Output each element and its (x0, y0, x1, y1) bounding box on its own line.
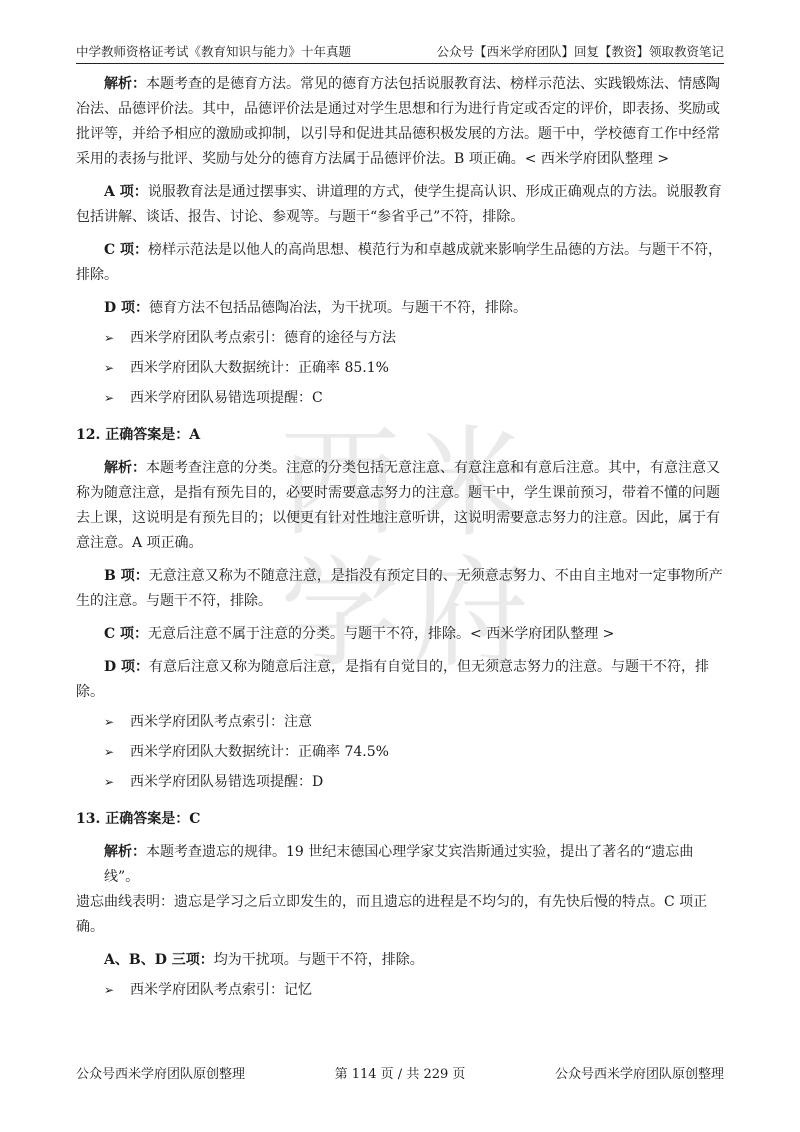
analysis-line: 本题考查的是德育方法。常见的德育方法包括说服教育法、榜样示范法、实践锻炼法、情感陶 (146, 76, 720, 92)
bullet-item (104, 977, 724, 1003)
bullet-text: 西米学府团队大数据统计：正确率 85.1% (130, 359, 389, 376)
option-label: A、B、D 三项： (104, 952, 214, 968)
option-label: A 项： (104, 184, 148, 200)
analysis-line: 本题考查遗忘的规律。19 世纪末德国心理学家艾宾浩斯通过实验，提出了著名的“遗忘曲线”。 (104, 844, 694, 885)
option-label: C 项： (104, 242, 149, 258)
page-footer (76, 1063, 724, 1082)
bullet-item (104, 769, 724, 795)
bullet-text: 西米学府团队考点索引：德育的途径与方法 (130, 329, 396, 346)
answer-heading: 12. 正确答案是：A (76, 427, 201, 443)
page-number: 第 114 页 / 共 229 页 (334, 1067, 466, 1082)
answer-heading: 13. 正确答案是：C (76, 811, 201, 827)
section-13 (76, 807, 724, 1003)
arrow-bullet-icon: ➢ (104, 714, 115, 729)
option-d-paragraph (104, 296, 724, 321)
bullet-item (104, 739, 724, 765)
analysis-line: 去上课，这说明是有预先目的；以便更有针对性地注意听讲，这说明需要意志努力的注意。因此，属于有 (76, 510, 720, 526)
option-a-paragraph (104, 180, 724, 205)
document-body (76, 72, 724, 1003)
option-b-paragraph (104, 564, 724, 589)
section-12 (76, 423, 724, 795)
analysis-line: 冶法、品德评价法。其中，品德评价法是通过对学生思想和行为进行肯定或否定的评价，即表扬、奖励或 (76, 101, 720, 117)
option-d-paragraph (104, 655, 724, 680)
arrow-bullet-icon: ➢ (104, 744, 115, 759)
watermark-char: 米 (410, 415, 530, 554)
option-line: 有意后注意又称为随意后注意，是指有自觉目的，但无须意志努力的注意。与题干不符，排 (149, 659, 710, 675)
header-right-notice: 公众号【西米学府团队】回复【教资】领取教资笔记 (436, 44, 724, 59)
option-label: C 项： (104, 626, 149, 642)
analysis-line: 称为随意注意，是指有预先目的，必要时需要意志努力的注意。题干中，学生课前预习，带着不懂的问题 (76, 485, 720, 501)
bullet-text: 西米学府团队大数据统计：正确率 74.5% (130, 743, 389, 760)
option-line: 排除。 (76, 267, 118, 283)
option-text: 无意后注意不属于注意的分类。与题干不符，排除。< 西米学府团队整理 > (148, 626, 615, 642)
analysis-line: 批评等，并给予相应的激励或抑制，以引导和促进其品德积极发展的方法。题干中，学校德育工作中经常 (76, 126, 720, 142)
option-text: 均为干扰项。与题干不符，排除。 (213, 952, 424, 968)
analysis-label: 解析： (104, 844, 146, 860)
option-line: 无意注意又称为不随意注意，是指没有预定目的、无须意志努力、不由自主地对一定事物所产 (148, 568, 723, 584)
bullet-text: 西米学府团队考点索引：注意 (130, 713, 312, 730)
arrow-bullet-icon: ➢ (104, 390, 115, 405)
option-label: D 项： (104, 300, 150, 316)
option-label: B 项： (104, 568, 149, 584)
analysis-label: 解析： (104, 76, 146, 92)
watermark-char: 学 (280, 545, 400, 684)
option-line: 说服教育法是通过摆事实、讲道理的方式，使学生提高认识、形成正确观点的方法。说服教育 (147, 184, 722, 200)
arrow-bullet-icon: ➢ (104, 360, 115, 375)
bullet-item (104, 385, 724, 411)
option-line: 榜样示范法是以他人的高尚思想、模范行为和卓越成就来影响学生品德的方法。与题干不符， (148, 242, 723, 258)
arrow-bullet-icon: ➢ (104, 982, 115, 997)
analysis-label: 解析： (104, 460, 146, 476)
option-label: D 项： (104, 659, 150, 675)
arrow-bullet-icon: ➢ (104, 774, 115, 789)
analysis-line: 遗忘曲线表明：遗忘是学习之后立即发生的，而且遗忘的进程是不均匀的，有先快后慢的特点。C 项正确。 (76, 894, 708, 935)
analysis-paragraph (104, 72, 724, 97)
section-11 (76, 72, 724, 411)
analysis-line: 本题考查注意的分类。注意的分类包括无意注意、有意注意和有意后注意。其中，有意注意又 (146, 460, 720, 476)
analysis-paragraph (104, 456, 724, 481)
header-left-title: 中学教师资格证考试《教育知识与能力》十年真题 (76, 44, 352, 59)
bullet-item (104, 355, 724, 381)
footer-right-credit: 公众号西米学府团队原创整理 (554, 1067, 724, 1082)
bullet-item (104, 325, 724, 351)
bullet-text: 西米学府团队考点索引：记忆 (130, 981, 312, 998)
option-c-paragraph (104, 622, 724, 647)
watermark-char: 府 (410, 545, 530, 684)
option-line: 生的注意。与题干不符，排除。 (76, 593, 272, 609)
watermark-char: 西 (280, 415, 400, 554)
option-line: 包括讲解、谈话、报告、讨论、参观等。与题干“参省乎己”不符，排除。 (76, 209, 525, 225)
bullet-text: 西米学府团队易错选项提醒：D (130, 773, 324, 790)
analysis-line: 意注意。A 项正确。 (76, 535, 203, 551)
option-c-paragraph (104, 238, 724, 263)
option-abd-paragraph (104, 948, 724, 973)
arrow-bullet-icon: ➢ (104, 330, 115, 345)
bullet-text: 西米学府团队易错选项提醒：C (130, 389, 323, 406)
bullet-item (104, 709, 724, 735)
option-text: 德育方法不包括品德陶冶法，为干扰项。与题干不符，排除。 (149, 300, 528, 316)
analysis-paragraph (104, 840, 724, 890)
footer-left-credit: 公众号西米学府团队原创整理 (76, 1067, 246, 1082)
page-header (76, 40, 724, 64)
analysis-line: 采用的表扬与批评、奖励与处分的德育方法属于品德评价法。B 项正确。< 西米学府团队整理 > (76, 151, 670, 167)
option-line: 除。 (76, 684, 104, 700)
